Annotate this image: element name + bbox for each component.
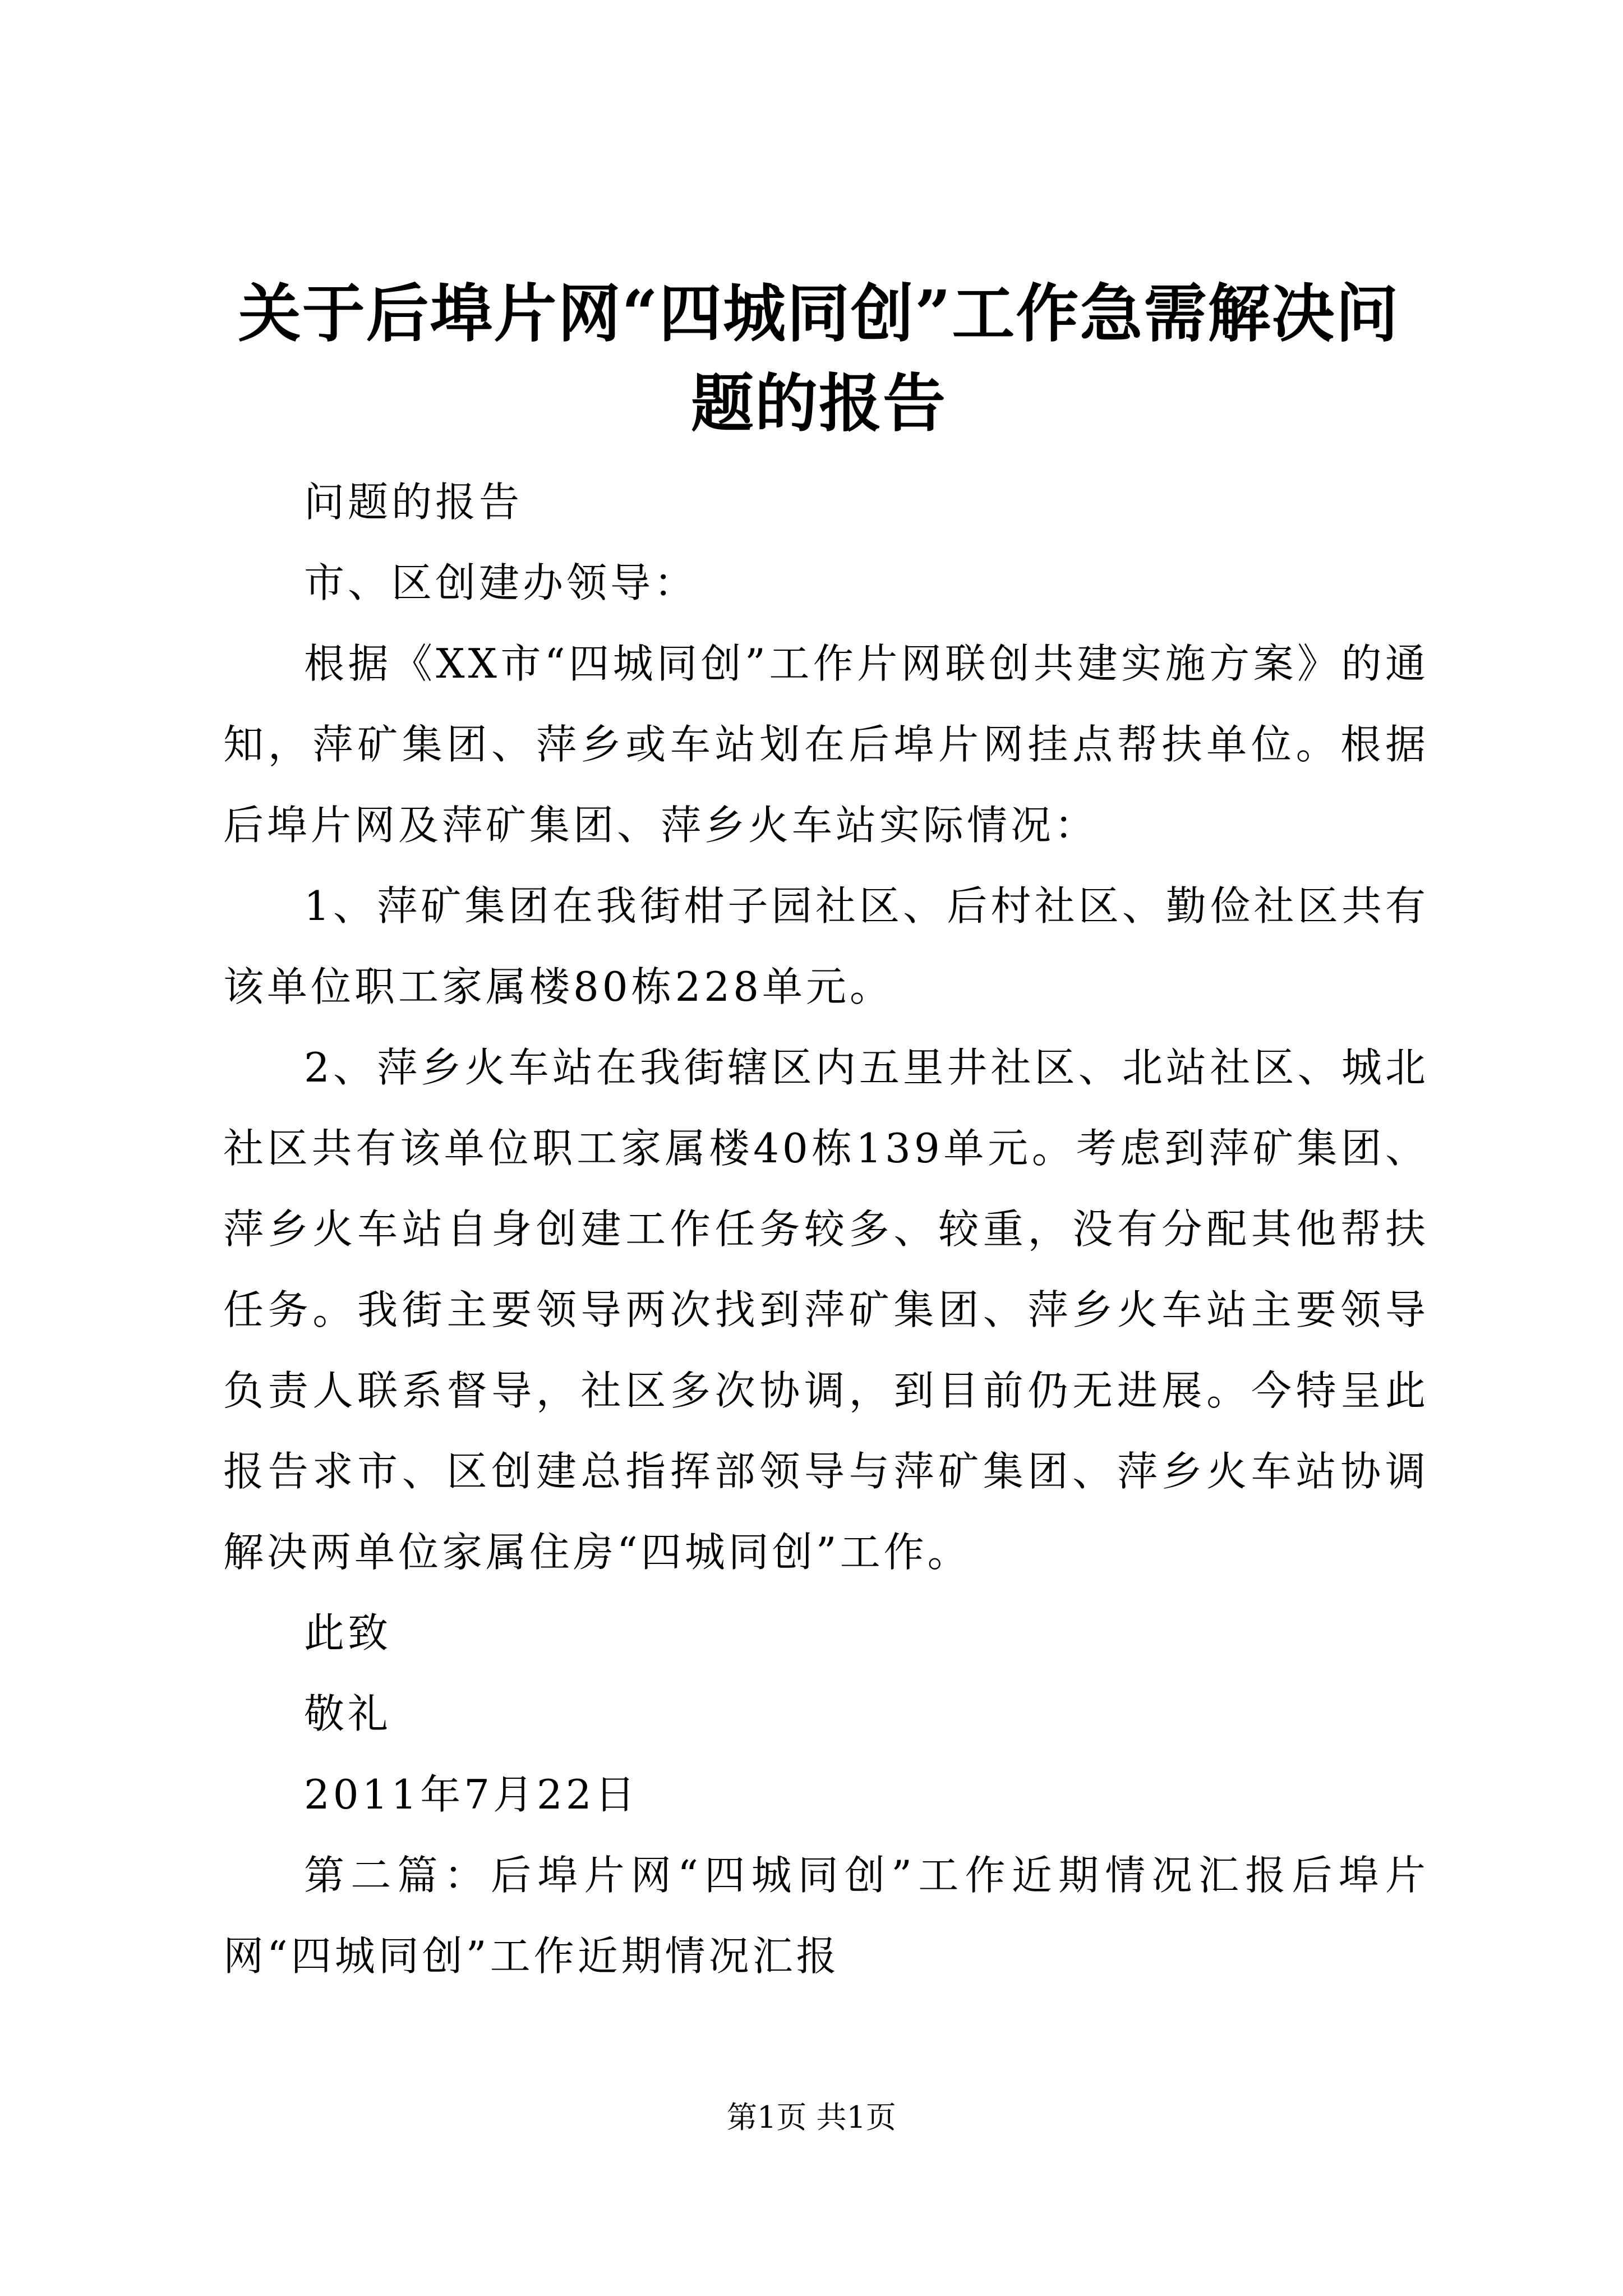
page-footer: 第1页 共1页: [727, 2100, 896, 2135]
paragraph-regards: 敬礼: [304, 1690, 392, 1737]
paragraph-salutation: 市、区创建办领导：: [304, 559, 698, 606]
paragraph-subtitle: 问题的报告: [304, 478, 523, 526]
paragraph-item-1: 1、萍矿集团在我街柑子园社区、后村社区、勤俭社区共有该单位职工家属楼80栋228单元。: [223, 882, 1429, 1010]
paragraph-item-2: 2、萍乡火车站在我街辖区内五里井社区、北站社区、城北社区共有该单位职工家属楼40栋139单元。考虑到萍矿集团、萍乡火车站自身创建工作任务较多、较重，没有分配其他帮扶任务。我街主要领导两次找到萍矿集团、萍乡火车站主要领导负责人联系督导，社区多次协调，到目前仍无进展。今特呈此报告求市、区创建总指挥部领导与萍矿集团、萍乡火车站协调解决两单位家属住房“四城同创”工作。: [223, 1044, 1429, 1576]
document-title: 关于后埠片网“四城同创”工作急需解决问题的报告: [238, 277, 1400, 440]
paragraph-intro: 根据《XX市“四城同创”工作片网联创共建实施方案》的通知，萍矿集团、萍乡或车站划在后埠片网挂点帮扶单位。根据后埠片网及萍矿集团、萍乡火车站实际情况：: [223, 640, 1429, 849]
document-body: [223, 462, 1429, 1996]
paragraph-date: 2011年7月22日: [304, 1771, 639, 1818]
paragraph-second-part: 第二篇：后埠片网“四城同创”工作近期情况汇报后埠片网“四城同创”工作近期情况汇报: [223, 1852, 1429, 1980]
paragraph-closing: 此致: [304, 1609, 392, 1657]
